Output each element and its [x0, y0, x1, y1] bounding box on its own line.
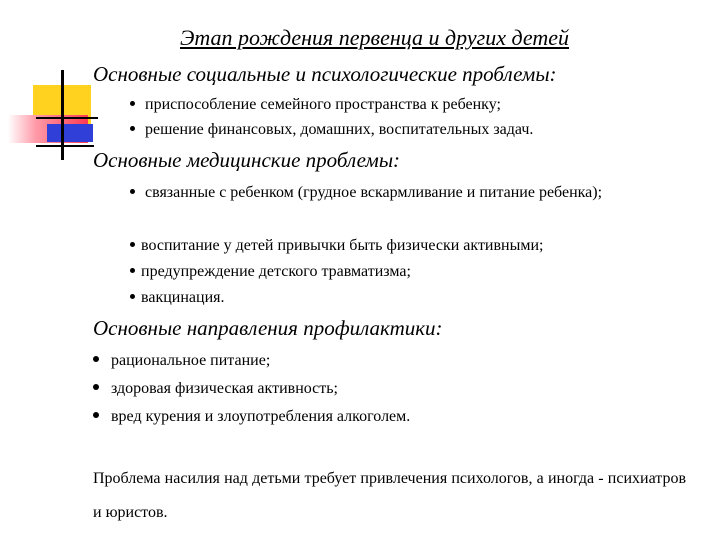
bullet-dot-icon — [130, 268, 135, 273]
slide-title: Этап рождения первенца и других детей — [180, 25, 570, 50]
bullet-dot-icon — [130, 189, 135, 194]
social-item-1: приспособление семейного пространства к ребенку; — [145, 96, 501, 113]
bullet-dot-icon — [130, 242, 135, 247]
list-item — [130, 262, 411, 282]
decor-horizontal-line — [36, 117, 98, 119]
medical-item-3: предупреждение детского травматизма; — [141, 263, 411, 280]
list-item — [130, 120, 533, 140]
prevention-item-2: здоровая физическая активность; — [111, 380, 338, 397]
list-item — [130, 180, 685, 206]
social-heading: Основные социальные и психологические проблемы: — [93, 62, 557, 86]
medical-item-4: вакцинация. — [141, 289, 225, 306]
decor-horizontal-line-lower — [36, 145, 94, 147]
bullet-dot-icon — [93, 356, 99, 362]
bullet-dot-icon — [130, 294, 135, 299]
list-item — [93, 351, 270, 371]
decor-blue-square — [47, 124, 93, 142]
prevention-item-1: рациональное питание; — [111, 352, 271, 369]
bullet-dot-icon — [93, 412, 99, 418]
bullet-dot-icon — [130, 126, 135, 131]
conclusion-paragraph: Проблема насилия над детьми требует привлечения психологов, а иногда - психиатров и юристов. — [93, 470, 686, 521]
social-item-2: решение финансовых, домашних, воспитательных задач. — [145, 121, 534, 138]
prevention-item-3: вред курения и злоупотребления алкоголем. — [111, 408, 411, 425]
medical-item-2: воспитание у детей привычки быть физически активными; — [141, 237, 544, 254]
list-item — [93, 407, 410, 427]
medical-item-1: связанные с ребенком (грудное вскармливание и питание ребенка); — [145, 184, 603, 201]
prevention-heading: Основные направления профилактики: — [93, 316, 443, 340]
bullet-dot-icon — [93, 384, 99, 390]
list-item — [130, 236, 544, 256]
list-item — [93, 379, 338, 399]
list-item — [130, 288, 225, 308]
bullet-dot-icon — [130, 101, 135, 106]
medical-heading: Основные медицинские проблемы: — [93, 148, 401, 172]
list-item — [130, 95, 501, 115]
